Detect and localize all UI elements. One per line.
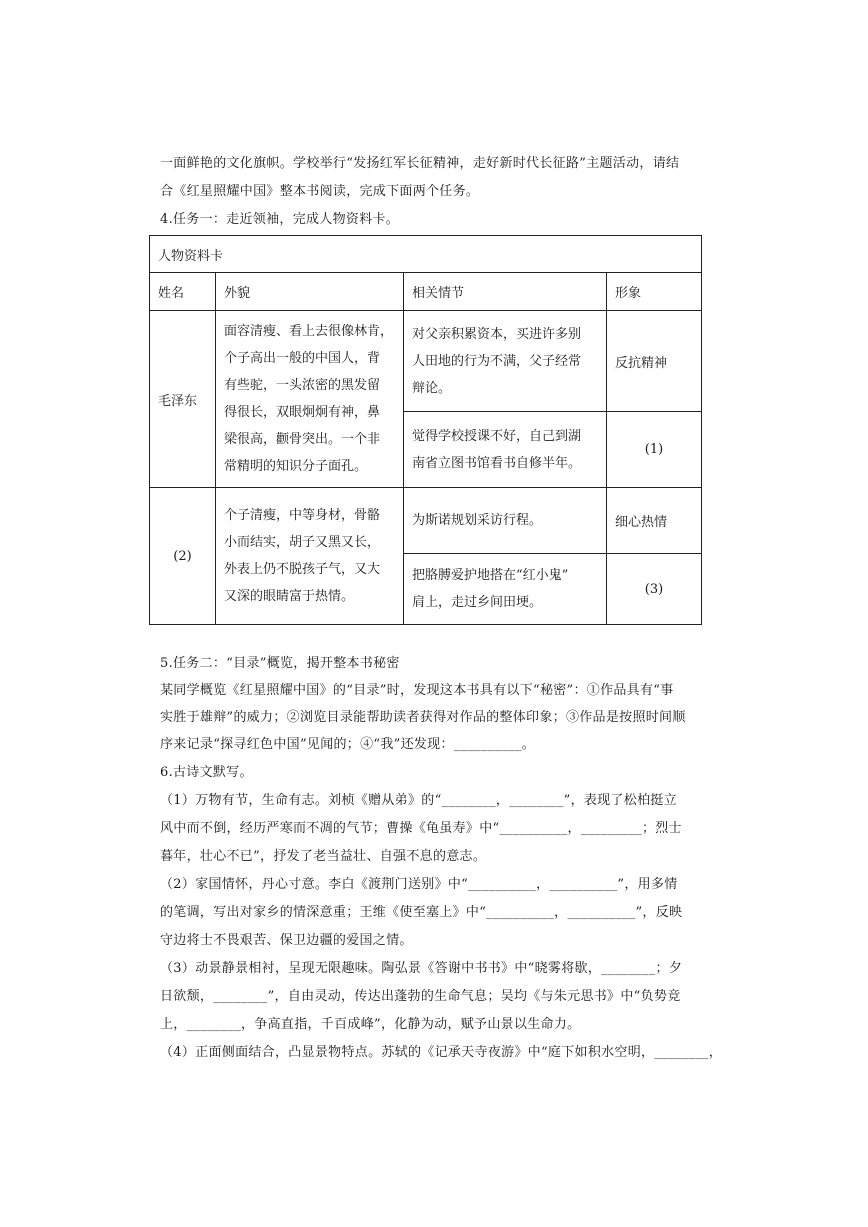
second-plot-1-line: 为斯诺规划采访行程。 <box>412 513 543 528</box>
question-6-line-6: 守边将士不畏艰苦、保卫边疆的爱国之情。 <box>160 933 413 948</box>
answer-blank-2: (2) <box>150 488 216 625</box>
second-plot-1 <box>404 488 607 554</box>
question-6-line-1: （1）万物有节，生命有志。刘桢《赠从弟》的“________，________”，表现了松柏挺立 <box>160 793 677 808</box>
intro-line-1: 一面鲜艳的文化旗帜。学校举行“发扬红军长征精神，走好新时代长征路”主题活动，请结 <box>160 156 680 171</box>
second-plot-2 <box>404 554 607 625</box>
question-5-title: 5.任务二：“目录”概览，揭开整本书秘密 <box>160 656 400 671</box>
question-6-line-4: （2）家国情怀，丹心寸意。李白《渡荆门送别》中“__________，__________”，用多情 <box>160 877 678 892</box>
question-5-line-3: 序来记录“探寻红色中国”见闻的；④“我”还发现：__________。 <box>160 737 536 752</box>
mao-appearance-line: 得很长，双眼炯炯有神，鼻 <box>224 405 381 420</box>
second-appearance-line: 个子清瘦，中等身材，骨骼 <box>224 508 381 523</box>
second-appearance-line: 外表上仍不脱孩子气，又大 <box>224 562 381 577</box>
mao-plot-2-line: 觉得学校授课不好，自己到湖 <box>412 428 582 444</box>
question-6-line-9: 上，________，争高直指，千百成峰”，化静为动，赋予山景以生命力。 <box>160 1017 581 1032</box>
mao-plot-1-line: 辩论。 <box>412 380 452 396</box>
mao-appearance-line: 个子高出一般的中国人，背 <box>224 351 381 366</box>
card-caption: 人物资料卡 <box>150 236 702 273</box>
question-5-line-1: 某同学概览《红星照耀中国》的“目录”时，发现这本书具有以下“秘密”：①作品具有“事 <box>160 683 674 698</box>
question-6-line-3: 暮年，壮心不已”，抒发了老当益壮、自强不息的意志。 <box>160 849 487 864</box>
mao-plot-2-line: 南省立图书馆看书自修半年。 <box>412 455 582 471</box>
mao-appearance-line: 梁很高，颧骨突出。一个非 <box>224 432 381 447</box>
question-6-line-10: （4）正面侧面结合，凸显景物特点。苏轼的《记承天寺夜游》中“庭下如积水空明，________， <box>160 1045 723 1060</box>
header-image: 形象 <box>607 273 702 311</box>
second-appearance-line: 小而结实，胡子又黑又长， <box>224 535 381 550</box>
second-plot-2-line: 肩上，走过乡间田埂。 <box>412 595 543 610</box>
second-appearance-line: 又深的眼睛富于热情。 <box>224 589 355 604</box>
mao-plot-1-line: 对父亲积累资本，买进许多别 <box>412 326 582 342</box>
question-4-title: 4.任务一：走近领袖，完成人物资料卡。 <box>160 212 400 227</box>
header-name: 姓名 <box>150 273 216 311</box>
mao-appearance <box>216 311 404 488</box>
intro-line-2: 合《红星照耀中国》整本书阅读，完成下面两个任务。 <box>160 184 480 199</box>
question-6-line-5: 的笔调，写出对家乡的情深意重；王维《使至塞上》中“__________，__________”，反映 <box>160 905 683 920</box>
character-info-card <box>149 235 702 625</box>
answer-blank-1: (1) <box>607 412 702 488</box>
answer-blank-3: (3) <box>607 554 702 625</box>
second-appearance <box>216 488 404 625</box>
mao-image-1: 反抗精神 <box>607 311 702 412</box>
header-appearance: 外貌 <box>216 273 404 311</box>
mao-name: 毛泽东 <box>150 311 216 488</box>
mao-plot-1 <box>404 311 607 412</box>
mao-appearance-line: 面容清瘦、看上去很像林肯， <box>224 324 394 339</box>
header-plot: 相关情节 <box>404 273 607 311</box>
question-6-line-8: 日欲颓，________”，自由灵动，传达出蓬勃的生命气息；吴均《与朱元思书》中“负势竞 <box>160 989 681 1004</box>
mao-plot-2 <box>404 412 607 488</box>
mao-appearance-line: 有些驼，一头浓密的黑发留 <box>224 378 381 393</box>
question-6-line-7: （3）动景静景相衬，呈现无限趣味。陶弘景《答谢中书书》中“晓雾将歇，________；夕 <box>160 961 683 976</box>
mao-plot-1-line: 人田地的行为不满，父子经常 <box>412 353 582 369</box>
second-image-1: 细心热情 <box>607 488 702 554</box>
question-5-line-2: 实胜于雄辩”的威力；②浏览目录能帮助读者获得对作品的整体印象；③作品是按照时间顺 <box>160 710 686 725</box>
question-6-line-2: 风中而不倒，经历严寒而不凋的气节；曹操《龟虽寿》中“__________，_________；烈士 <box>160 821 682 836</box>
second-plot-2-line: 把胳膊爱护地搭在“红小鬼” <box>412 568 569 583</box>
question-6-title: 6.古诗文默写。 <box>160 765 253 780</box>
mao-appearance-line: 常精明的知识分子面孔。 <box>224 459 368 474</box>
